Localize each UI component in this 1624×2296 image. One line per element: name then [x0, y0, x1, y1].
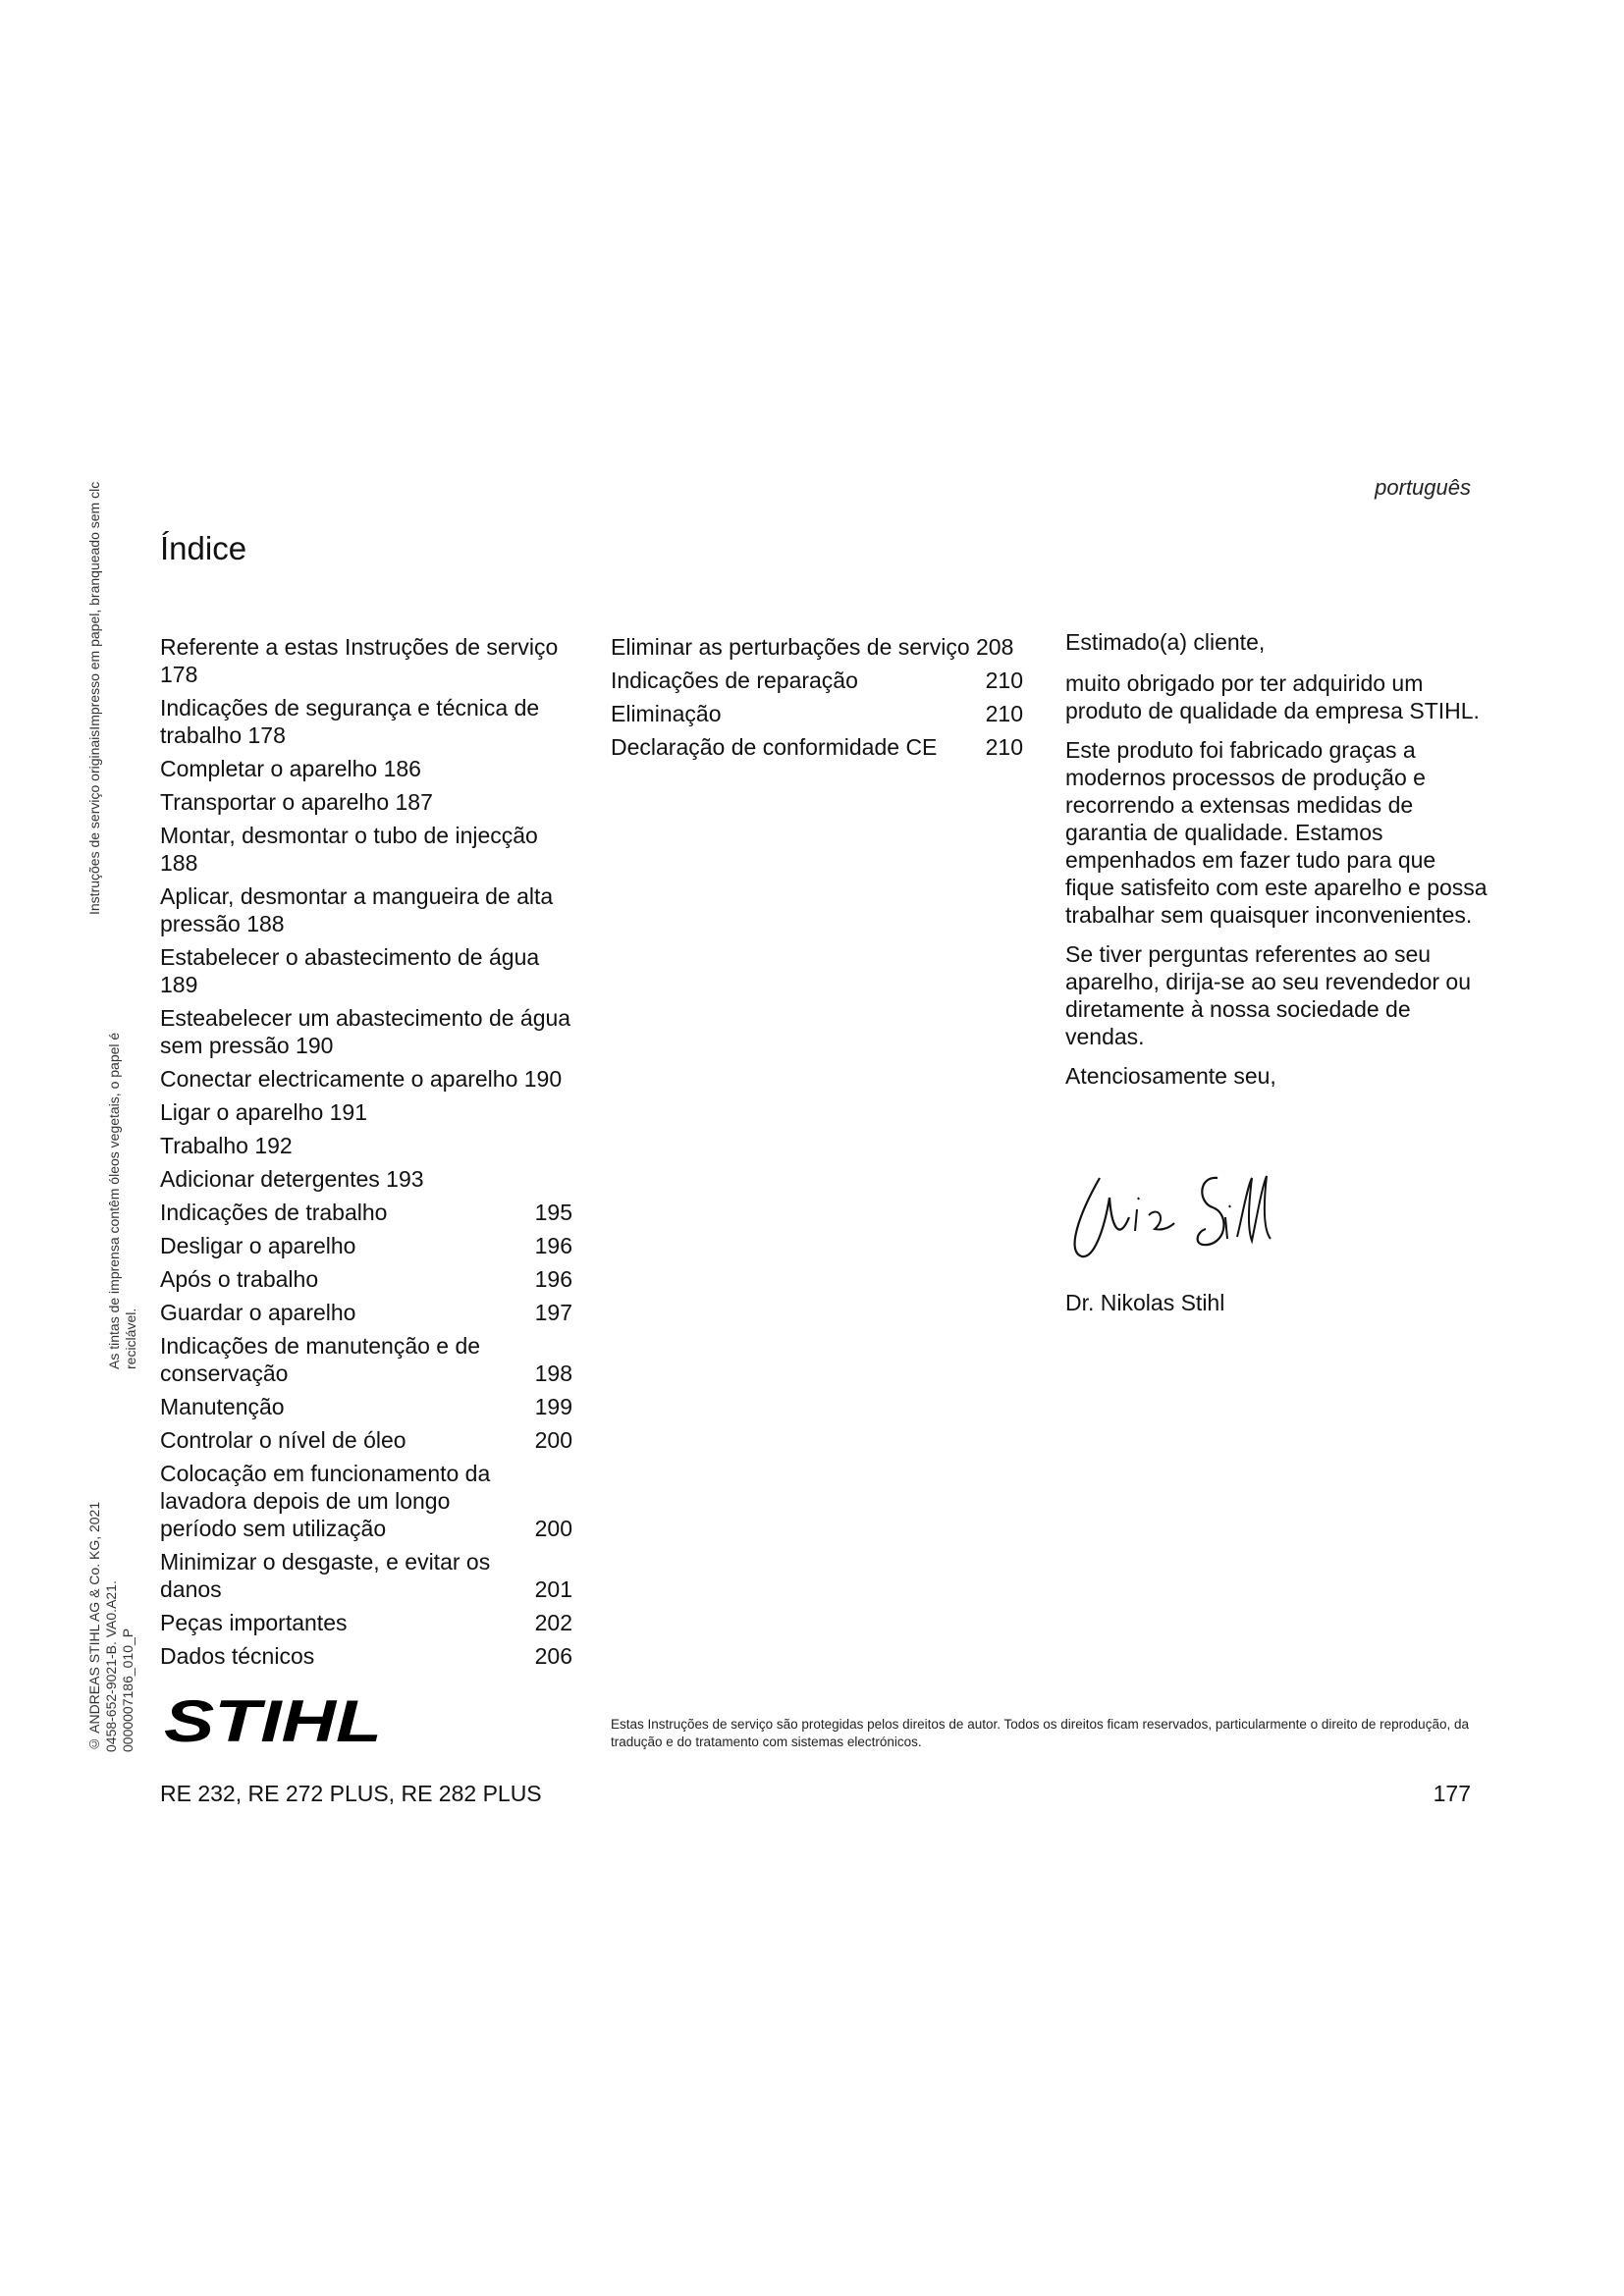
toc-entry-page: 200	[534, 1516, 572, 1541]
page-title: Índice	[160, 530, 247, 566]
toc-entry-page: 196	[534, 1266, 572, 1292]
toc-entry-title: Conectar electricamente o aparelho 190	[160, 1066, 563, 1092]
toc-entry[interactable]	[160, 1065, 572, 1093]
toc-entry-title: Indicações de segurança e técnica de trabalho 178	[160, 695, 540, 748]
toc-entry[interactable]	[160, 1232, 572, 1259]
copyright-notice: Estas Instruções de serviço são protegidas pelos direitos de autor. Todos os direitos ficam reservados, particularmente o direito de reprodução, da tradução e do tratamento com sistemas electrónicos.	[611, 1717, 1469, 1749]
toc-entry[interactable]	[611, 700, 1023, 727]
toc-entry-title: Trabalho 192	[160, 1133, 293, 1158]
toc-entry[interactable]	[160, 1609, 572, 1636]
toc-entry-title: Referente a estas Instruções de serviço 178	[160, 634, 559, 687]
toc-entry-page: 196	[534, 1233, 572, 1258]
toc-entry[interactable]	[160, 1299, 572, 1326]
toc-entry-title: Declaração de conformidade CE	[611, 734, 938, 760]
toc-entry-title: Montar, desmontar o tubo de injecção 188	[160, 823, 538, 876]
toc-entry-title: Completar o aparelho 186	[160, 756, 421, 781]
letter-paragraph: Este produto foi fabricado graças a modernos processos de produção e recorrendo a extensas medidas de garantia de qualidade. Estamos empenhados em fazer tudo para que fique satisfeito com este aparelho e possa trabalhar sem quaisquer inconvenientes.	[1065, 737, 1488, 928]
logo-text: STIHL	[164, 1694, 382, 1747]
toc-entry[interactable]	[160, 694, 572, 749]
toc-entry-title: Dados técnicos	[160, 1643, 315, 1669]
toc-entry[interactable]	[160, 882, 572, 937]
copyright-line: © ANDREAS STIHL AG & Co. KG, 2021	[86, 1501, 102, 1752]
toc-entry-title: Peças importantes	[160, 1610, 348, 1635]
copyright-line: 0458-652-9021-B. VA0.A21.	[103, 1580, 119, 1752]
letter-paragraph: Se tiver perguntas referentes ao seu aparelho, dirija-se ao seu revendedor ou diretamente à nossa sociedade de vendas.	[1065, 941, 1471, 1049]
letter-greeting: Estimado(a) cliente,	[1065, 629, 1266, 655]
toc-entry-page: 210	[985, 701, 1023, 726]
toc-entry-title: Indicações de reparação	[611, 667, 858, 693]
toc-entry[interactable]	[611, 633, 1023, 661]
toc-entry-title: Esteabelecer um abastecimento de água sem pressão 190	[160, 1005, 571, 1058]
toc-entry[interactable]	[160, 1199, 572, 1226]
toc-entry-page: 198	[534, 1361, 572, 1386]
toc-entry[interactable]	[160, 1460, 572, 1542]
toc-entry[interactable]	[160, 1165, 572, 1193]
toc-entry[interactable]	[160, 1332, 572, 1387]
toc-entry[interactable]	[160, 822, 572, 877]
toc-entry[interactable]	[611, 667, 1023, 694]
toc-entry[interactable]	[160, 943, 572, 998]
toc-entry-title: Estabelecer o abastecimento de água 189	[160, 944, 540, 997]
toc-column-1	[160, 633, 572, 1676]
copyright-line: 0000007186_010_P	[120, 1628, 135, 1752]
toc-entry-title: Adicionar detergentes 193	[160, 1166, 424, 1192]
side-note-inks: As tintas de imprensa contêm óleos vegetais, o papel é reciclável.	[106, 1032, 138, 1369]
toc-entry-page: 199	[534, 1394, 572, 1419]
model-footer: RE 232, RE 272 PLUS, RE 282 PLUS	[160, 1781, 542, 1806]
page-number: 177	[1433, 1781, 1471, 1806]
toc-entry[interactable]	[160, 633, 572, 688]
toc-entry-title: Colocação em funcionamento da lavadora depois de um longo período sem utilização	[160, 1461, 491, 1541]
toc-entry-title: Aplicar, desmontar a mangueira de alta pressão 188	[160, 883, 554, 936]
toc-entry-title: Após o trabalho	[160, 1266, 319, 1292]
toc-entry-title: Indicações de trabalho	[160, 1200, 388, 1225]
toc-entry[interactable]	[160, 1393, 572, 1420]
side-note-paper: Instruções de serviço originaisImpresso em papel, branqueado sem clc	[86, 481, 102, 915]
stihl-logo	[160, 1694, 386, 1747]
toc-entry[interactable]	[160, 1265, 572, 1293]
toc-entry[interactable]	[160, 755, 572, 782]
toc-entry-page: 200	[534, 1427, 572, 1453]
toc-entry-page: 201	[534, 1576, 572, 1602]
toc-entry-page: 195	[534, 1200, 572, 1225]
toc-entry-title: Manutenção	[160, 1394, 285, 1419]
toc-entry[interactable]	[160, 1426, 572, 1454]
welcome-letter	[1065, 628, 1488, 1101]
toc-entry-title: Desligar o aparelho	[160, 1233, 356, 1258]
toc-entry[interactable]	[160, 1548, 572, 1603]
toc-entry-title: Minimizar o desgaste, e evitar os danos	[160, 1549, 491, 1602]
side-note-copyright	[86, 1468, 136, 1752]
toc-entry[interactable]	[160, 1132, 572, 1159]
toc-entry[interactable]	[160, 1004, 572, 1059]
toc-entry-title: Transportar o aparelho 187	[160, 789, 433, 815]
toc-entry-page: 210	[985, 667, 1023, 693]
toc-entry-page: 210	[985, 734, 1023, 760]
toc-entry[interactable]	[160, 788, 572, 816]
letter-paragraph: muito obrigado por ter adquirido um produto de qualidade da empresa STIHL.	[1065, 670, 1480, 723]
toc-entry[interactable]	[160, 1098, 572, 1126]
toc-entry-title: Eliminar as perturbações de serviço 208	[611, 634, 1014, 660]
toc-entry-page: 206	[534, 1643, 572, 1669]
toc-entry-title: Indicações de manutenção e de conservação	[160, 1333, 481, 1386]
toc-entry-page: 202	[534, 1610, 572, 1635]
signer-name: Dr. Nikolas Stihl	[1065, 1290, 1225, 1315]
toc-entry-page: 197	[534, 1300, 572, 1325]
toc-entry[interactable]	[160, 1642, 572, 1670]
letter-closing: Atenciosamente seu,	[1065, 1063, 1276, 1089]
toc-entry-title: Controlar o nível de óleo	[160, 1427, 406, 1453]
toc-column-2	[611, 633, 1023, 767]
toc-entry-title: Eliminação	[611, 701, 722, 726]
language-label: português	[1375, 475, 1471, 500]
toc-entry-title: Ligar o aparelho 191	[160, 1099, 367, 1125]
toc-entry-title: Guardar o aparelho	[160, 1300, 356, 1325]
toc-entry[interactable]	[611, 733, 1023, 761]
signature-image	[1060, 1158, 1286, 1276]
